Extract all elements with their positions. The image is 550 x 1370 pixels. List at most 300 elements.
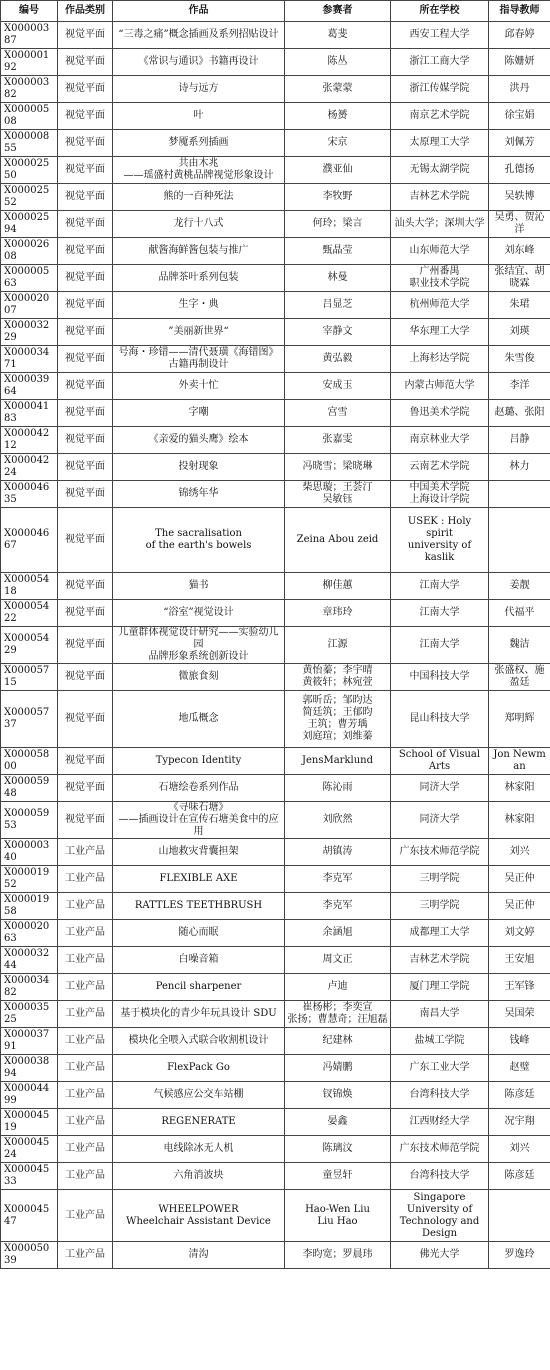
cell-category: 工业产品 (58, 1163, 113, 1190)
cell-school: 浙江传媒学院 (391, 76, 489, 103)
table-row (1, 1163, 550, 1190)
cell-category: 视觉平面 (58, 775, 113, 802)
cell-advisor: 陈彦廷 (489, 1163, 550, 1190)
cell-advisor: 林力 (489, 454, 550, 481)
cell-participant: 黄弘毅 (285, 346, 391, 373)
cell-id: X00000563 (1, 265, 58, 292)
table-row (1, 1136, 550, 1163)
cell-category: 视觉平面 (58, 184, 113, 211)
table-row (1, 130, 550, 157)
table-row (1, 508, 550, 573)
cell-id: X00004519 (1, 1109, 58, 1136)
cell-id: X00004212 (1, 427, 58, 454)
cell-work: 清沟 (113, 1242, 285, 1269)
table-row (1, 893, 550, 920)
cell-school: 江南大学 (391, 600, 489, 627)
cell-category: 工业产品 (58, 1242, 113, 1269)
cell-work: 号海・珍错——清代聂璜《海错图》 古籍再制设计 (113, 346, 285, 373)
cell-category: 工业产品 (58, 974, 113, 1001)
cell-work: 《寻味石塘》 ——插画设计在宣传石塘美食中的应用 (113, 802, 285, 839)
cell-participant: 杨赟 (285, 103, 391, 130)
cell-participant: 甄晶莹 (285, 238, 391, 265)
cell-id: X00005429 (1, 627, 58, 664)
cell-school: 南昌大学 (391, 1001, 489, 1028)
cell-work: ”美丽新世界“ (113, 319, 285, 346)
cell-id: X00004524 (1, 1136, 58, 1163)
cell-participant: 柴思璇；王荟汀 吴敏钰 (285, 481, 391, 508)
cell-advisor: 朱雪俊 (489, 346, 550, 373)
cell-id: X00000387 (1, 22, 58, 49)
table-row (1, 1082, 550, 1109)
cell-id: X00004499 (1, 1082, 58, 1109)
cell-participant: 张嘉雯 (285, 427, 391, 454)
cell-work: 梦魇系列插画 (113, 130, 285, 157)
cell-school: 浙江工商大学 (391, 49, 489, 76)
cell-participant: 吕显芝 (285, 292, 391, 319)
cell-work: 基于模块化的青少年玩具设计 SDU (113, 1001, 285, 1028)
cell-school: 鲁迅美术学院 (391, 400, 489, 427)
cell-id: X00004547 (1, 1190, 58, 1242)
cell-work: FlexPack Go (113, 1055, 285, 1082)
table-row (1, 627, 550, 664)
cell-category: 视觉平面 (58, 157, 113, 184)
cell-participant: 钗锦焕 (285, 1082, 391, 1109)
cell-participant: 陈沁雨 (285, 775, 391, 802)
cell-school: 南京艺术学院 (391, 103, 489, 130)
cell-category: 工业产品 (58, 1109, 113, 1136)
cell-advisor: 王军锋 (489, 974, 550, 1001)
cell-category: 视觉平面 (58, 481, 113, 508)
cell-id: X00003964 (1, 373, 58, 400)
table-row (1, 802, 550, 839)
cell-work: 模块化全喂入式联合收割机设计 (113, 1028, 285, 1055)
cell-school: 盐城工学院 (391, 1028, 489, 1055)
cell-advisor: 王安旭 (489, 947, 550, 974)
cell-participant: 冯婧鹏 (285, 1055, 391, 1082)
cell-category: 工业产品 (58, 1001, 113, 1028)
cell-participant: 安成玉 (285, 373, 391, 400)
cell-school: 江西财经大学 (391, 1109, 489, 1136)
cell-participant: 李克军 (285, 893, 391, 920)
cell-category: 视觉平面 (58, 238, 113, 265)
cell-school: 吉林艺术学院 (391, 947, 489, 974)
table-row (1, 22, 550, 49)
cell-work: 生字・典 (113, 292, 285, 319)
table-row (1, 691, 550, 748)
cell-participant: 纪建林 (285, 1028, 391, 1055)
cell-work: Pencil sharpener (113, 974, 285, 1001)
cell-work: RATTLES TEETHBRUSH (113, 893, 285, 920)
cell-category: 视觉平面 (58, 400, 113, 427)
cell-work: 气候感应公交车站棚 (113, 1082, 285, 1109)
cell-category: 视觉平面 (58, 664, 113, 691)
cell-category: 视觉平面 (58, 802, 113, 839)
cell-participant: 陈璃汶 (285, 1136, 391, 1163)
table-row (1, 866, 550, 893)
cell-advisor: 吴正仲 (489, 893, 550, 920)
cell-advisor: 吴国荣 (489, 1001, 550, 1028)
cell-work: 投射现象 (113, 454, 285, 481)
cell-advisor: 刘东峰 (489, 238, 550, 265)
table-row (1, 346, 550, 373)
cell-advisor: 刘佩芳 (489, 130, 550, 157)
header-advisor: 指导教师 (489, 1, 550, 22)
cell-school: 内蒙古师范大学 (391, 373, 489, 400)
cell-id: X00001952 (1, 866, 58, 893)
cell-school: 佛光大学 (391, 1242, 489, 1269)
table-row (1, 211, 550, 238)
table-row (1, 427, 550, 454)
cell-work: 龙行十八式 (113, 211, 285, 238)
cell-school: 汕头大学；深圳大学 (391, 211, 489, 238)
cell-advisor: 陈姗妍 (489, 49, 550, 76)
header-work: 作品 (113, 1, 285, 22)
cell-school: 广东技术师范学院 (391, 1136, 489, 1163)
cell-participant: 宋京 (285, 130, 391, 157)
cell-participant: 柳佳蕙 (285, 573, 391, 600)
table-row (1, 839, 550, 866)
header-participant: 参赛者 (285, 1, 391, 22)
cell-id: X00005800 (1, 748, 58, 775)
cell-participant: 胡镇涛 (285, 839, 391, 866)
cell-category: 工业产品 (58, 839, 113, 866)
table-row (1, 76, 550, 103)
cell-participant: 余涵旭 (285, 920, 391, 947)
cell-school: 无锡太湖学院 (391, 157, 489, 184)
cell-participant: 何玲；梁言 (285, 211, 391, 238)
cell-advisor: 姜靓 (489, 573, 550, 600)
cell-advisor: 张盛权、施盈廷 (489, 664, 550, 691)
table-row (1, 400, 550, 427)
cell-school: 台湾科技大学 (391, 1163, 489, 1190)
cell-category: 视觉平面 (58, 130, 113, 157)
cell-participant: 陈丛 (285, 49, 391, 76)
cell-advisor: 吴正仲 (489, 866, 550, 893)
cell-school: 三明学院 (391, 866, 489, 893)
cell-advisor: 林家阳 (489, 775, 550, 802)
cell-work: 诗与远方 (113, 76, 285, 103)
cell-school: 吉林艺术学院 (391, 184, 489, 211)
cell-id: X00002007 (1, 292, 58, 319)
cell-school: 杭州师范大学 (391, 292, 489, 319)
cell-school: 华东理工大学 (391, 319, 489, 346)
cell-work: WHEELPOWER Wheelchair Assistant Device (113, 1190, 285, 1242)
cell-school: 三明学院 (391, 893, 489, 920)
cell-school: School of Visual Arts (391, 748, 489, 775)
cell-school: 同济大学 (391, 775, 489, 802)
cell-advisor: 罗逸玲 (489, 1242, 550, 1269)
cell-work: 叶 (113, 103, 285, 130)
cell-id: X00005737 (1, 691, 58, 748)
cell-id: X00003525 (1, 1001, 58, 1028)
cell-advisor: 徐宝娟 (489, 103, 550, 130)
cell-advisor: 吴轶博 (489, 184, 550, 211)
cell-school: 太原理工大学 (391, 130, 489, 157)
cell-category: 视觉平面 (58, 691, 113, 748)
cell-advisor: 孔德扬 (489, 157, 550, 184)
cell-work: 共由木兆 ——瑶盛村黄桃品牌视觉形象设计 (113, 157, 285, 184)
cell-advisor: Jon Newman (489, 748, 550, 775)
cell-work: 品牌茶叶系列包装 (113, 265, 285, 292)
cell-category: 视觉平面 (58, 211, 113, 238)
header-school: 所在学校 (391, 1, 489, 22)
cell-id: X00004183 (1, 400, 58, 427)
cell-work: 外卖十忙 (113, 373, 285, 400)
cell-school: 成都理工大学 (391, 920, 489, 947)
cell-participant: 刘欣然 (285, 802, 391, 839)
header-id: 编号 (1, 1, 58, 22)
cell-id: X00000508 (1, 103, 58, 130)
table-row (1, 1242, 550, 1269)
cell-advisor: 钱峰 (489, 1028, 550, 1055)
cell-id: X00005948 (1, 775, 58, 802)
cell-category: 视觉平面 (58, 748, 113, 775)
cell-participant: 江源 (285, 627, 391, 664)
table-row (1, 373, 550, 400)
cell-category: 视觉平面 (58, 76, 113, 103)
cell-id: X00005418 (1, 573, 58, 600)
cell-school: 江南大学 (391, 627, 489, 664)
cell-participant: 童昱轩 (285, 1163, 391, 1190)
cell-advisor: 刘瑛 (489, 319, 550, 346)
cell-advisor (489, 1190, 550, 1242)
cell-id: X00000192 (1, 49, 58, 76)
cell-school: 厦门理工学院 (391, 974, 489, 1001)
cell-participant: 冯晓雪；梁晓琳 (285, 454, 391, 481)
cell-school: 广州番禺 职业技术学院 (391, 265, 489, 292)
cell-school: 南京林业大学 (391, 427, 489, 454)
table-row (1, 157, 550, 184)
cell-advisor: 陈彦廷 (489, 1082, 550, 1109)
cell-id: X00000855 (1, 130, 58, 157)
cell-participant: 李克军 (285, 866, 391, 893)
cell-school: 广东工业大学 (391, 1055, 489, 1082)
cell-id: X00002552 (1, 184, 58, 211)
cell-category: 视觉平面 (58, 103, 113, 130)
cell-advisor: 邱春婷 (489, 22, 550, 49)
cell-id: X00005953 (1, 802, 58, 839)
cell-category: 视觉平面 (58, 22, 113, 49)
cell-school: 中国科技大学 (391, 664, 489, 691)
cell-work: The sacralisation of the earth's bowels (113, 508, 285, 573)
cell-school: 江南大学 (391, 573, 489, 600)
cell-category: 工业产品 (58, 1055, 113, 1082)
table-row (1, 974, 550, 1001)
cell-advisor: 张结宜、胡晓霖 (489, 265, 550, 292)
cell-id: X00003791 (1, 1028, 58, 1055)
table-row (1, 600, 550, 627)
cell-category: 视觉平面 (58, 573, 113, 600)
cell-work: REGENERATE (113, 1109, 285, 1136)
cell-category: 工业产品 (58, 866, 113, 893)
header-row (1, 1, 550, 22)
cell-school: 西安工程大学 (391, 22, 489, 49)
cell-category: 工业产品 (58, 1082, 113, 1109)
cell-school: 台湾科技大学 (391, 1082, 489, 1109)
cell-participant: 晏鑫 (285, 1109, 391, 1136)
cell-work: 熊的一百种死法 (113, 184, 285, 211)
table-row (1, 1109, 550, 1136)
cell-school: Singapore University of Technology and Design (391, 1190, 489, 1242)
cell-school: 山东师范大学 (391, 238, 489, 265)
cell-work: 六角消波块 (113, 1163, 285, 1190)
cell-category: 工业产品 (58, 947, 113, 974)
cell-participant: 章玮玲 (285, 600, 391, 627)
cell-advisor: 刘文婷 (489, 920, 550, 947)
cell-participant: 卢迪 (285, 974, 391, 1001)
cell-work: 微旅食刻 (113, 664, 285, 691)
table-row (1, 1190, 550, 1242)
cell-participant: 宫雪 (285, 400, 391, 427)
table-row (1, 748, 550, 775)
cell-id: X00002063 (1, 920, 58, 947)
table-row (1, 664, 550, 691)
cell-school: 云南艺术学院 (391, 454, 489, 481)
cell-id: X00001958 (1, 893, 58, 920)
table-row (1, 103, 550, 130)
table-row (1, 184, 550, 211)
cell-school: 上海杉达学院 (391, 346, 489, 373)
cell-category: 工业产品 (58, 1136, 113, 1163)
table-body (1, 22, 550, 1269)
cell-work: FLEXIBLE AXE (113, 866, 285, 893)
cell-work: 地瓜概念 (113, 691, 285, 748)
cell-id: X00003471 (1, 346, 58, 373)
table-row (1, 481, 550, 508)
table-row (1, 265, 550, 292)
cell-id: X00004667 (1, 508, 58, 573)
cell-id: X00002550 (1, 157, 58, 184)
cell-school: 中国美术学院 上海设计学院 (391, 481, 489, 508)
cell-advisor: 吕静 (489, 427, 550, 454)
table-row (1, 1001, 550, 1028)
table-row (1, 573, 550, 600)
cell-school: 昆山科技大学 (391, 691, 489, 748)
cell-id: X00003482 (1, 974, 58, 1001)
cell-participant: 葛斐 (285, 22, 391, 49)
header-category: 作品类别 (58, 1, 113, 22)
cell-work: 随心而眠 (113, 920, 285, 947)
cell-participant: JensMarklund (285, 748, 391, 775)
table-row (1, 292, 550, 319)
cell-advisor: 代福平 (489, 600, 550, 627)
cell-advisor: 赵璐、张阳 (489, 400, 550, 427)
cell-id: X00005715 (1, 664, 58, 691)
cell-participant: 周文正 (285, 947, 391, 974)
cell-id: X00002594 (1, 211, 58, 238)
table-row (1, 1028, 550, 1055)
table-row (1, 920, 550, 947)
cell-category: 视觉平面 (58, 265, 113, 292)
cell-advisor: 刘兴 (489, 1136, 550, 1163)
cell-participant: Zeina Abou zeid (285, 508, 391, 573)
cell-advisor: 洪丹 (489, 76, 550, 103)
cell-advisor: 刘兴 (489, 839, 550, 866)
cell-work: 字嘲 (113, 400, 285, 427)
cell-participant: 崔杨彬；李奕宣 张扬；曹慧奇；汪旭磊 (285, 1001, 391, 1028)
cell-advisor: 况宇翔 (489, 1109, 550, 1136)
cell-advisor: 李洋 (489, 373, 550, 400)
cell-participant: Hao-Wen Liu Liu Hao (285, 1190, 391, 1242)
cell-work: Typecon Identity (113, 748, 285, 775)
cell-school: USEK : Holy spirit university of kaslik (391, 508, 489, 573)
cell-advisor: 赵璧 (489, 1055, 550, 1082)
table-row (1, 1055, 550, 1082)
cell-school: 同济大学 (391, 802, 489, 839)
cell-category: 视觉平面 (58, 292, 113, 319)
cell-participant: 郭昕岳；邹昀达 简廷筑；王郁昀 王筑；曹芳瑀 刘庭瑄；刘维蓁 (285, 691, 391, 748)
cell-id: X00003894 (1, 1055, 58, 1082)
cell-school: 广东技术师范学院 (391, 839, 489, 866)
cell-id: X00004533 (1, 1163, 58, 1190)
cell-participant: 张蒙蒙 (285, 76, 391, 103)
cell-advisor (489, 508, 550, 573)
table-row (1, 49, 550, 76)
table-row (1, 319, 550, 346)
cell-advisor: 朱珺 (489, 292, 550, 319)
cell-id: X00003244 (1, 947, 58, 974)
cell-participant: 李牧野 (285, 184, 391, 211)
table-row (1, 238, 550, 265)
cell-category: 视觉平面 (58, 346, 113, 373)
cell-category: 视觉平面 (58, 508, 113, 573)
cell-work: 山地救灾背囊担架 (113, 839, 285, 866)
cell-category: 视觉平面 (58, 373, 113, 400)
cell-id: X00005422 (1, 600, 58, 627)
cell-category: 视觉平面 (58, 49, 113, 76)
cell-category: 工业产品 (58, 1190, 113, 1242)
cell-id: X00000340 (1, 839, 58, 866)
cell-advisor (489, 481, 550, 508)
cell-id: X00003229 (1, 319, 58, 346)
cell-work: 锦绣年华 (113, 481, 285, 508)
cell-category: 视觉平面 (58, 319, 113, 346)
cell-work: 儿童群体视觉设计研究——实验幼儿园 品牌形象系统创新设计 (113, 627, 285, 664)
cell-participant: 濮亚仙 (285, 157, 391, 184)
cell-category: 工业产品 (58, 893, 113, 920)
cell-work: 《亲爱的猫头鹰》绘本 (113, 427, 285, 454)
cell-advisor: 郑明辉 (489, 691, 550, 748)
cell-work: 《常识与通识》书籍再设计 (113, 49, 285, 76)
cell-category: 工业产品 (58, 920, 113, 947)
cell-work: “三毒之痛”概念插画及系列招贴设计 (113, 22, 285, 49)
cell-id: X00002608 (1, 238, 58, 265)
cell-category: 视觉平面 (58, 600, 113, 627)
table-row (1, 775, 550, 802)
cell-category: 视觉平面 (58, 427, 113, 454)
cell-advisor: 林家阳 (489, 802, 550, 839)
cell-advisor: 魏洁 (489, 627, 550, 664)
cell-participant: 黄怡蓁；李宇晴 黄筱轩；林宛萱 (285, 664, 391, 691)
cell-participant: 宰静文 (285, 319, 391, 346)
table-row (1, 454, 550, 481)
cell-work: 电线除冰无人机 (113, 1136, 285, 1163)
cell-work: 猫书 (113, 573, 285, 600)
cell-category: 视觉平面 (58, 627, 113, 664)
cell-participant: 林曼 (285, 265, 391, 292)
cell-id: X00004224 (1, 454, 58, 481)
cell-work: 献酱海鲜酱包装与推广 (113, 238, 285, 265)
table-row (1, 947, 550, 974)
cell-work: 白噪音箱 (113, 947, 285, 974)
cell-category: 工业产品 (58, 1028, 113, 1055)
cell-advisor: 吴勇、贺沁洋 (489, 211, 550, 238)
cell-id: X00004635 (1, 481, 58, 508)
cell-id: X00005039 (1, 1242, 58, 1269)
cell-participant: 李昀宽；罗晨玮 (285, 1242, 391, 1269)
cell-work: 石塘绘卷系列作品 (113, 775, 285, 802)
cell-work: “浴室”视觉设计 (113, 600, 285, 627)
